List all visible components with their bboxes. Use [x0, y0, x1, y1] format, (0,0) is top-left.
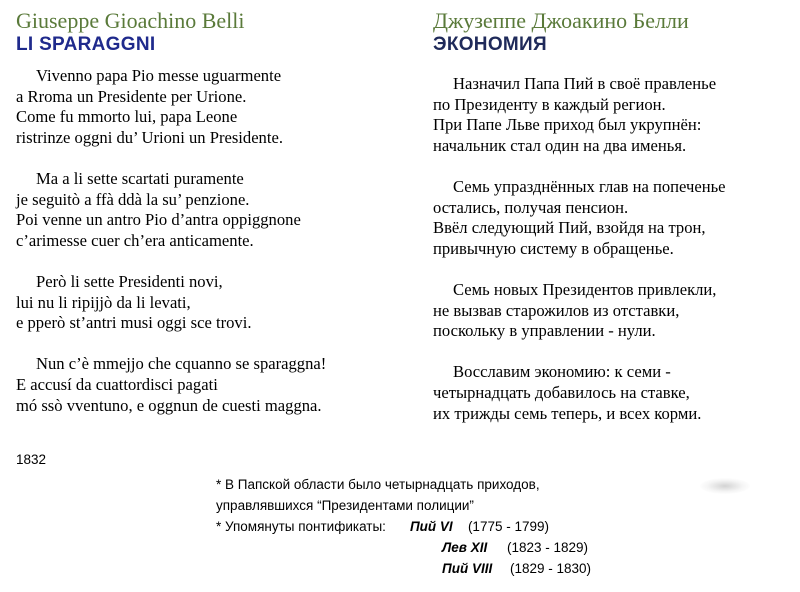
poem-line: e pperò st’antri musi oggi sce trovi.	[16, 313, 252, 333]
poem-line: Però li sette Presidenti novi,	[36, 271, 223, 291]
poem-text-italian	[16, 66, 396, 416]
poem-stanza	[433, 362, 793, 424]
poem-line: Poi venne un antro Pio d’antra oppiggnone	[16, 210, 301, 230]
poem-line: Назначил Папа Пий в своё правленье	[453, 74, 717, 93]
poem-line: a Rroma un Presidente per Urione.	[16, 86, 247, 106]
footnotes	[216, 474, 591, 579]
poem-title-russian: ЭКОНОМИЯ	[433, 34, 547, 55]
footnote-line: * В Папской области было четырнадцать приходов,	[216, 477, 540, 492]
pontificate-name: Лев XII	[442, 540, 488, 555]
poem-stanza	[16, 66, 396, 148]
poem-title-italian: LI SPARAGGNI	[16, 34, 156, 55]
poem-line: остались, получая пенсион.	[433, 197, 629, 217]
pontificate-years: (1823 - 1829)	[507, 540, 589, 555]
poem-line: не вызвав старожилов из отставки,	[433, 300, 680, 320]
poem-stanza	[433, 280, 793, 342]
pontificates-label: * Упомянуты понтификаты:	[216, 519, 386, 534]
pontificate-row	[216, 537, 591, 558]
pontificate-row	[216, 516, 591, 537]
poem-line: Come fu mmorto lui, papa Leone	[16, 107, 238, 127]
poem-line: Vivenno papa Pio messe uguarmente	[36, 66, 282, 85]
pontificate-name: Пий VI	[409, 519, 453, 534]
poem-line: je seguitò a ffà ddà la su’ penzione.	[16, 189, 250, 209]
italian-column	[16, 8, 396, 416]
pontificate-row	[216, 558, 591, 579]
poem-stanza	[433, 177, 793, 259]
poem-line: Nun c’è mmejjo che cquanno se sparaggna!	[36, 354, 327, 374]
poem-line: привычную систему в обращенье.	[433, 238, 674, 258]
smudge-mark	[700, 478, 750, 494]
poem-line: Ma a li sette scartati puramente	[36, 168, 244, 188]
poem-stanza	[16, 169, 396, 251]
poem-line: ristrinze oggni du’ Urioni un Presidente.	[16, 127, 283, 147]
poem-line: c’arimesse cuer ch’era anticamente.	[16, 230, 254, 250]
poem-stanza	[16, 354, 396, 416]
poem-line: Семь упразднённых глав на попеченье	[453, 176, 726, 196]
poem-line: mó ssò vventuno, e oggnun de cuesti maggna.	[16, 395, 322, 415]
poem-line: поскольку в управлении - нули.	[433, 321, 656, 341]
poem-line: по Президенту в каждый регион.	[433, 94, 666, 114]
footnote-line: управлявшихся “Президентами полиции”	[216, 498, 474, 513]
poem-line: При Папе Льве приход был укрупнён:	[433, 115, 702, 135]
poem-line: Восславим экономию: к семи -	[453, 362, 671, 382]
pontificate-years: (1829 - 1830)	[510, 561, 592, 576]
pontificate-years: (1775 - 1799)	[467, 519, 549, 534]
poem-line: четырнадцать добавилось на ставке,	[433, 382, 690, 402]
poem-stanza	[16, 272, 396, 334]
poem-line: Семь новых Президентов привлекли,	[453, 279, 717, 299]
pontificate-name: Пий VIII	[442, 561, 493, 576]
poem-line: lui nu li ripijjò da li levati,	[16, 292, 191, 312]
author-name-russian: Джузеппе Джоакино Белли	[433, 8, 689, 33]
poem-line: начальник стал один на два именья.	[433, 135, 687, 155]
poem-line: Ввёл следующий Пий, взойдя на трон,	[433, 218, 706, 238]
poem-line: E accusí da cuattordisci pagati	[16, 374, 218, 394]
poem-stanza	[433, 74, 793, 156]
author-name-italian: Giuseppe Gioachino Belli	[16, 8, 245, 33]
poem-year: 1832	[16, 452, 47, 467]
poem-line: их трижды семь теперь, и всех корми.	[433, 403, 702, 423]
russian-column	[433, 8, 793, 424]
poem-text-russian	[433, 74, 793, 424]
